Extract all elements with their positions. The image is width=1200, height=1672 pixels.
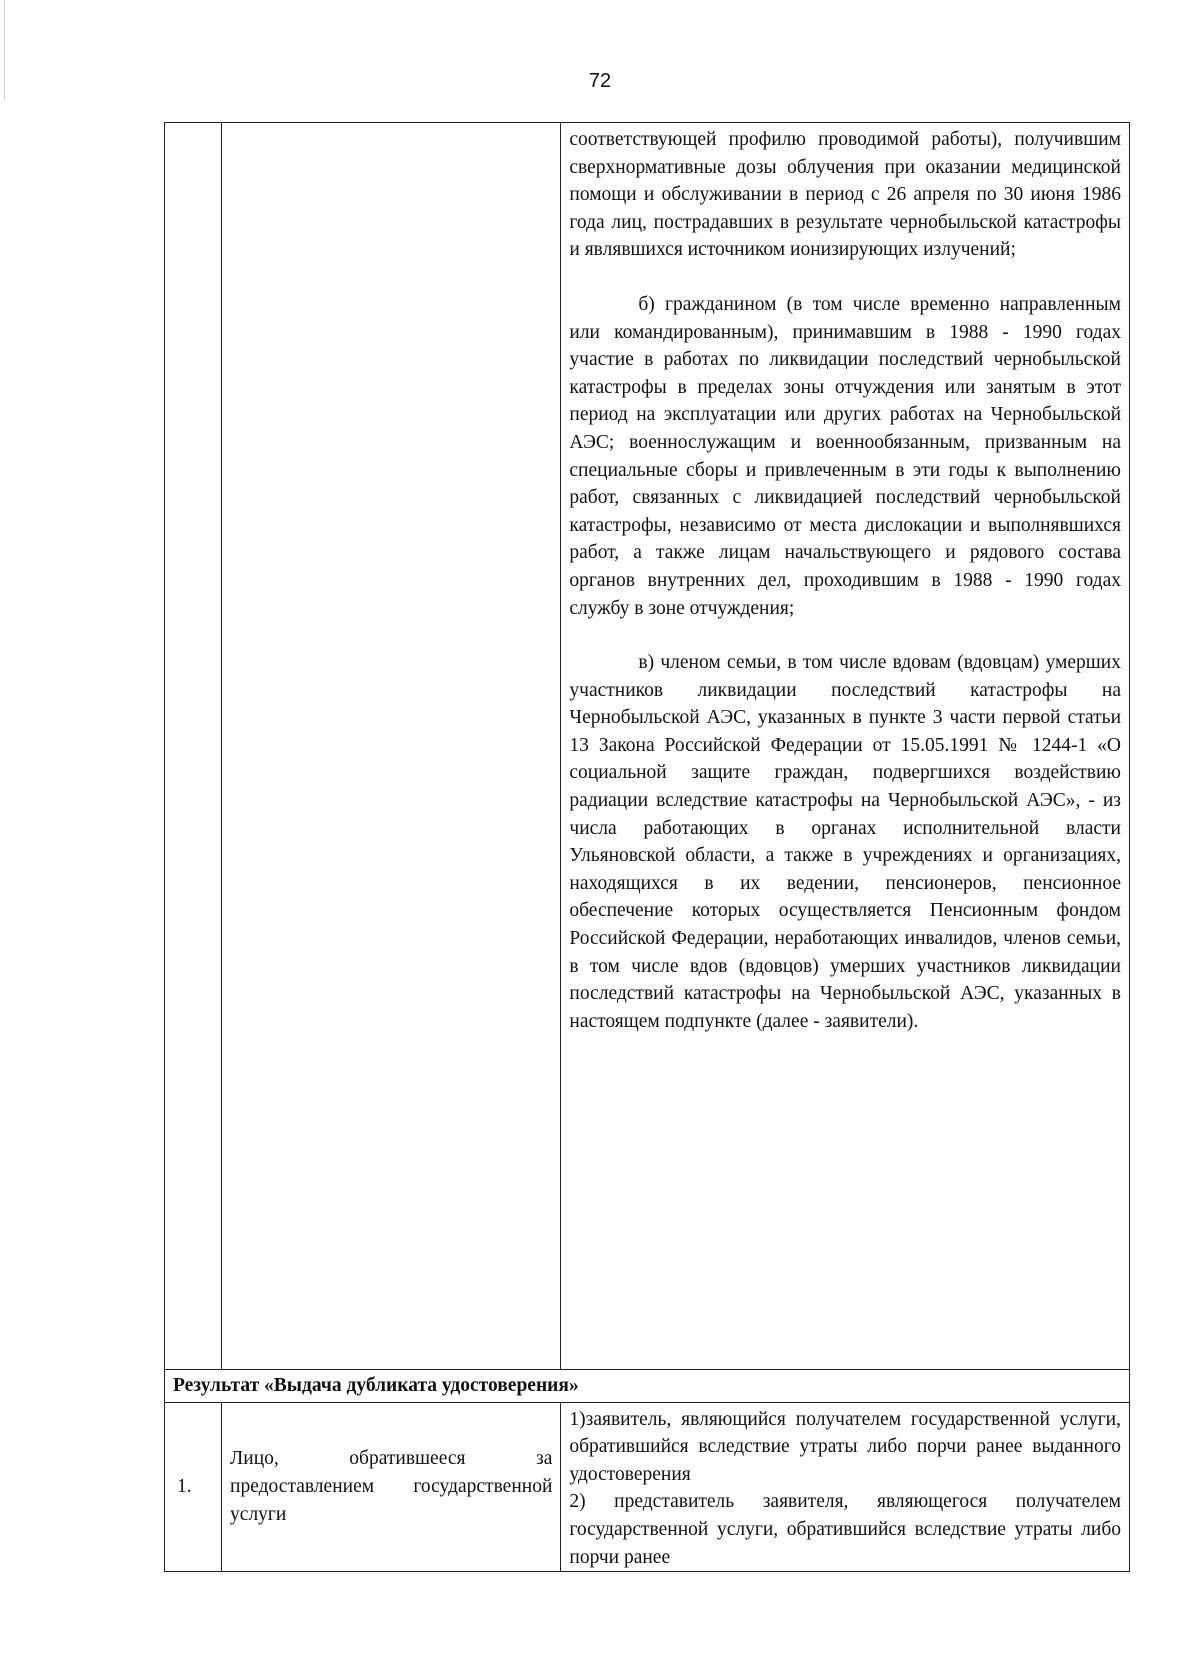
row-number: 1. [165,1402,222,1572]
row-item-2: 2) представитель заявителя, являющегося получателем государственной услуги, обратившийся вследствие утраты либо порчи ранее [569,1491,1121,1568]
continuation-text-cell [561,123,1130,1370]
row-item-1: 1)заявитель, являющийся получателем государственной услуги, обратившийся вследствие утраты либо порчи ранее выданного удостоверения [569,1408,1121,1485]
paragraph-continuation: соответствующей профилю проводимой работы), получившим сверхнормативные дозы облучения при оказании медицинской помощи и обслуживании в период с 26 апреля по 30 июня 1986 года лиц, пострадавших в результате чернобыльской катастрофы и являвшихся источником ионизирующих излучений; [569,129,1121,261]
paragraph-v: в) членом семьи, в том числе вдовам (вдовцам) умерших участников ликвидации последствий катастрофы на Чернобыльской АЭС, указанных в пункте 3 части первой статьи 13 Закона Российской Федерации от 15.05.1991 № 1244-1 «О социальной защите граждан, подвергшихся воздействию радиации вследствие катастрофы на Чернобыльской АЭС», - из числа работающих в органах исполнительной власти Ульяновской области, а также в учреждениях и организациях, находящихся в их ведении, пенсионеров, пенсионное обеспечение которых осуществляется Пенсионным фондом Российской Федерации, неработающих инвалидов, членов семьи, в том числе вдов (вдовцов) умерших участников ликвидации последствий катастрофы на Чернобыльской АЭС, указанных в настоящем подпункте (далее - заявители). [569,652,1121,1032]
person-cell-empty [222,123,561,1370]
row-person: Лицо, обратившееся за предоставлением государственной услуги [222,1402,561,1572]
continuation-row [165,123,1130,1370]
result-heading: Результат «Выдача дубликата удостоверения» [165,1370,1130,1403]
table-row [165,1402,1130,1572]
row-items-cell [561,1402,1130,1572]
document-table [164,122,1130,1572]
result-heading-row [165,1370,1130,1403]
page-number: 72 [588,70,612,92]
paragraph-b: б) гражданином (в том числе временно направленным или командированным), принимавшим в 1988 - 1990 годах участие в работах по ликвидации последствий чернобыльской катастрофы в пределах зоны отчуждения или занятым в этот период на эксплуатации или других работах на Чернобыльской АЭС; военнослужащим и военнообязанным, призванным на специальные сборы и привлеченным в эти годы к выполнению работ, связанных с ликвидацией последствий чернобыльской катастрофы, независимо от места дислокации и выполнявшихся работ, а также лицам начальствующего и рядового состава органов внутренних дел, проходившим в 1988 - 1990 годах службу в зоне отчуждения; [569,293,1121,619]
number-cell-empty [165,123,222,1370]
